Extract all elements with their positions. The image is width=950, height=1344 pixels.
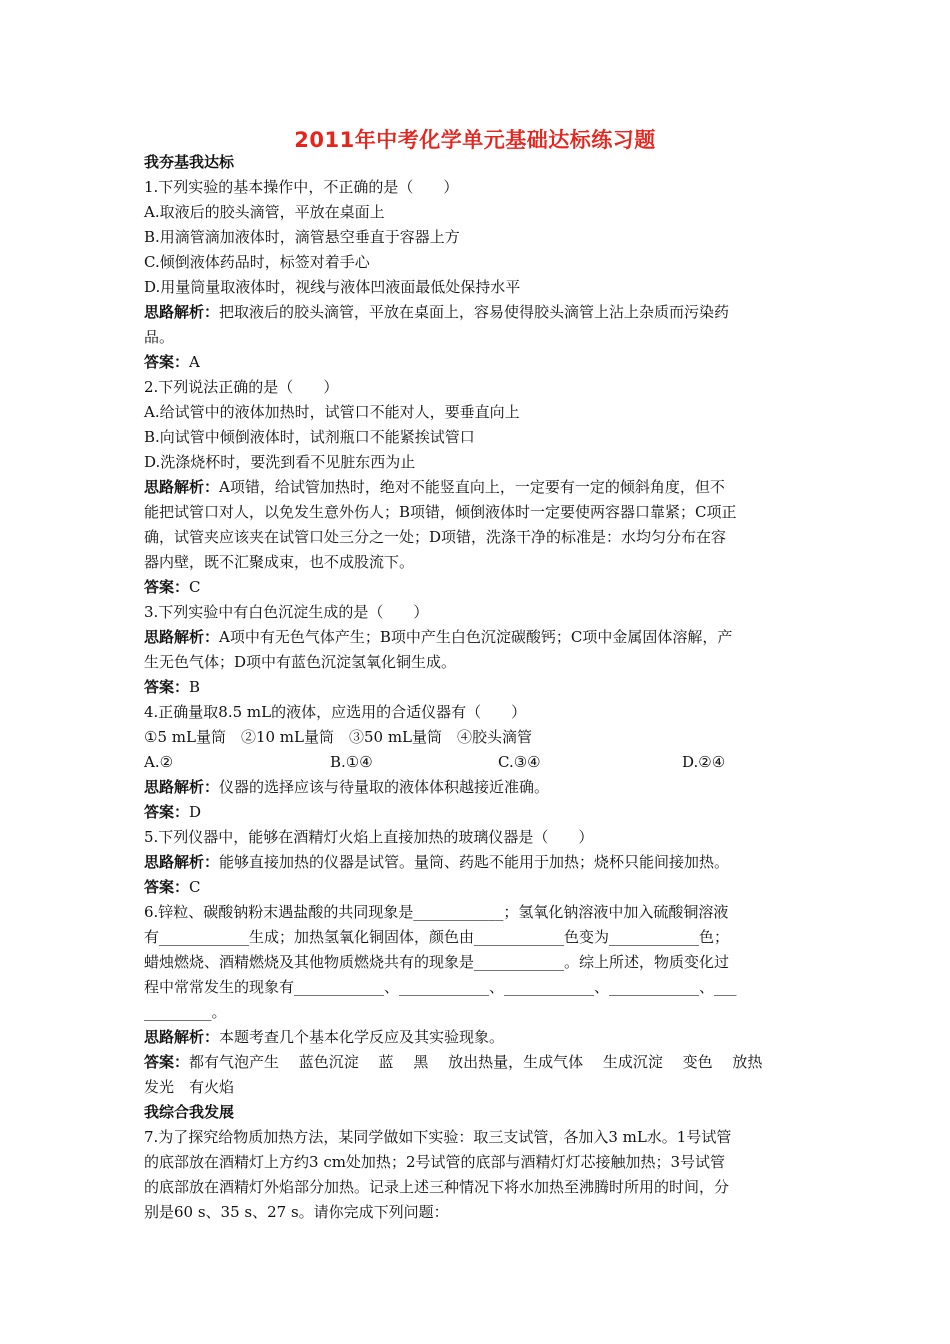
- q1-analysis: 思路解析：把取液后的胶头滴管，平放在桌面上，容易使得胶头滴管上沾上杂质而污染药: [144, 303, 730, 321]
- q1-option-a: A.取液后的胶头滴管，平放在桌面上: [144, 203, 385, 221]
- answer-label: 答案：: [144, 1053, 190, 1071]
- answer-label: 答案：: [144, 578, 190, 596]
- q6-stem-cont: 蜡烛燃烧、酒精燃烧及其他物质燃烧共有的现象是____________。综上所述，物质变化过: [144, 953, 730, 971]
- q6-answer-cont: 发光 有火焰: [144, 1078, 235, 1096]
- q6-analysis: 思路解析：本题考查几个基本化学反应及其实验现象。: [144, 1028, 505, 1046]
- q6-stem-cont: _________。: [144, 1003, 227, 1021]
- q1-option-b: B.用滴管滴加液体时，滴管悬空垂直于容器上方: [144, 228, 460, 246]
- q6-stem-cont: 程中常常发生的现象有____________、____________、____________、____________、___: [144, 978, 737, 996]
- q2-answer: 答案：C: [144, 578, 201, 596]
- document-body: [144, 150, 808, 1225]
- document-title: 2011年中考化学单元基础达标练习题: [294, 128, 656, 152]
- section-heading-basic: 我夯基我达标: [144, 153, 235, 171]
- q3-analysis-cont: 生无色气体；D项中有蓝色沉淀氢氧化铜生成。: [144, 653, 457, 671]
- q6-stem-cont: 有____________生成；加热氢氧化铜固体，颜色由____________色变为____________色；: [144, 928, 730, 946]
- answer-label: 答案：: [144, 803, 190, 821]
- q3-stem: 3.下列实验中有白色沉淀生成的是（ ）: [144, 603, 429, 621]
- q2-analysis: 思路解析：A项错，给试管加热时，绝对不能竖直向上，一定要有一定的倾斜角度，但不: [144, 478, 725, 496]
- q7-stem-cont: 别是60 s、35 s、27 s。请你完成下列问题：: [144, 1203, 449, 1221]
- q4-options: [144, 750, 808, 775]
- analysis-label: 思路解析：: [144, 303, 220, 321]
- q5-stem: 5.下列仪器中，能够在酒精灯火焰上直接加热的玻璃仪器是（ ）: [144, 828, 594, 846]
- q2-option-b: B.向试管中倾倒液体时，试剂瓶口不能紧挨试管口: [144, 428, 475, 446]
- answer-label: 答案：: [144, 678, 190, 696]
- answer-label: 答案：: [144, 353, 190, 371]
- q7-stem-cont: 的底部放在酒精灯外焰部分加热。记录上述三种情况下将水加热至沸腾时所用的时间，分: [144, 1178, 730, 1196]
- q7-stem: 7.为了探究给物质加热方法，某同学做如下实验：取三支试管，各加入3 mL水。1号试管: [144, 1128, 732, 1146]
- q2-analysis-cont: 器内壁，既不汇聚成束，也不成股流下。: [144, 553, 415, 571]
- answer-label: 答案：: [144, 878, 190, 896]
- q2-option-a: A.给试管中的液体加热时，试管口不能对人，要垂直向上: [144, 403, 520, 421]
- q4-stem: 4.正确量取8.5 mL的液体，应选用的合适仪器有（ ）: [144, 703, 527, 721]
- q5-answer: 答案：C: [144, 878, 201, 896]
- q1-stem: 1.下列实验的基本操作中，不正确的是（ ）: [144, 178, 459, 196]
- analysis-label: 思路解析：: [144, 1028, 220, 1046]
- analysis-label: 思路解析：: [144, 853, 220, 871]
- q2-stem: 2.下列说法正确的是（ ）: [144, 378, 339, 396]
- q4-option-c: C.③④: [498, 753, 541, 771]
- q6-stem: 6.锌粒、碳酸钠粉末遇盐酸的共同现象是____________；氢氧化钠溶液中加入硫酸铜溶液: [144, 903, 729, 921]
- section-heading-advanced: 我综合我发展: [144, 1103, 235, 1121]
- q4-items: ①5 mL量筒 ②10 mL量筒 ③50 mL量筒 ④胶头滴管: [144, 728, 533, 746]
- q6-answer: 答案：都有气泡产生 蓝色沉淀 蓝 黑 放出热量，生成气体 生成沉淀 变色 放热: [144, 1053, 763, 1071]
- q4-option-a: A.②: [144, 753, 174, 771]
- q1-analysis-cont: 品。: [144, 328, 175, 346]
- q3-answer: 答案：B: [144, 678, 201, 696]
- q4-analysis: 思路解析：仪器的选择应该与待量取的液体体积越接近准确。: [144, 778, 550, 796]
- q2-option-d: D.洗涤烧杯时，要洗到看不见脏东西为止: [144, 453, 416, 471]
- q7-stem-cont: 的底部放在酒精灯上方约3 cm处加热；2号试管的底部与酒精灯灯芯接触加热；3号试管: [144, 1153, 726, 1171]
- q4-option-d: D.②④: [682, 753, 726, 771]
- q5-analysis: 思路解析：能够直接加热的仪器是试管。量筒、药匙不能用于加热；烧杯只能间接加热。: [144, 853, 730, 871]
- q3-analysis: 思路解析：A项中有无色气体产生；B项中产生白色沉淀碳酸钙；C项中金属固体溶解，产: [144, 628, 733, 646]
- q2-analysis-cont: 确，试管夹应该夹在试管口处三分之一处；D项错，洗涤干净的标准是：水均匀分布在容: [144, 528, 727, 546]
- analysis-label: 思路解析：: [144, 778, 220, 796]
- q1-option-c: C.倾倒液体药品时，标签对着手心: [144, 253, 370, 271]
- analysis-label: 思路解析：: [144, 628, 220, 646]
- analysis-label: 思路解析：: [144, 478, 220, 496]
- q4-answer: 答案：D: [144, 803, 202, 821]
- q4-option-b: B.①④: [330, 753, 373, 771]
- q2-analysis-cont: 能把试管口对人，以免发生意外伤人；B项错，倾倒液体时一定要使两容器口靠紧；C项正: [144, 503, 737, 521]
- q1-option-d: D.用量筒量取液体时，视线与液体凹液面最低处保持水平: [144, 278, 521, 296]
- q1-answer: 答案：A: [144, 353, 200, 371]
